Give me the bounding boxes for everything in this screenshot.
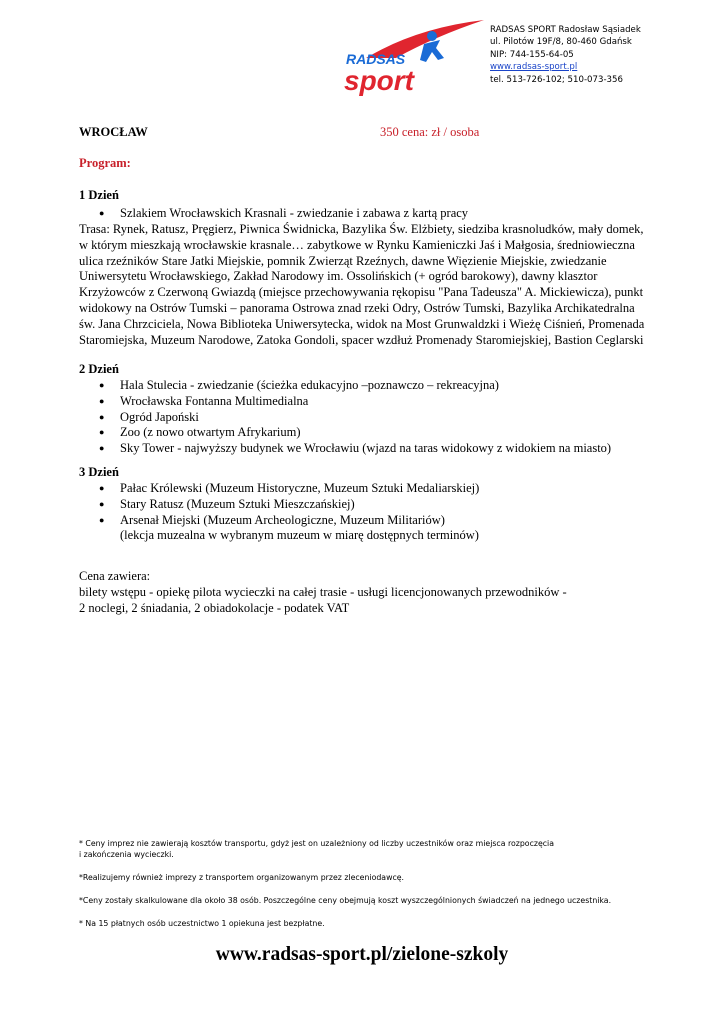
- footnote: *Realizujemy również imprezy z transportem organizowanym przez zleceniodawcę.: [79, 873, 405, 882]
- price: 350 cena: zł / osoba: [380, 125, 480, 139]
- page-title: WROCŁAW: [79, 125, 148, 139]
- list-item: ● Stary Ratusz (Muzeum Sztuki Mieszczańskiej): [79, 497, 479, 513]
- day3-label: 3 Dzień: [79, 465, 119, 479]
- company-phone: tel. 513-726-102; 510-073-356: [490, 74, 623, 85]
- company-nip: NIP: 744-155-64-05: [490, 49, 574, 60]
- program-label: Program:: [79, 156, 131, 170]
- list-item: ● Hala Stulecia - zwiedzanie (ścieżka edukacyjno –poznawczo – rekreacyjna): [79, 378, 611, 394]
- list-item: ● Sky Tower - najwyższy budynek we Wrocławiu (wjazd na taras widokowy z widokiem na miasto): [79, 441, 611, 457]
- svg-text:RADSAS: RADSAS: [346, 51, 406, 67]
- price-includes-label: Cena zawiera:: [79, 569, 151, 583]
- footnote: * Ceny imprez nie zawierają kosztów transportu, gdyż jest on uzależniony od liczby uczestników oraz miejsca rozpoczęcia i zakończenia wycieczki.: [79, 839, 554, 859]
- bottom-website: www.radsas-sport.pl/zielone-szkoly: [215, 944, 509, 965]
- list-item: ● Pałac Królewski (Muzeum Historyczne, Muzeum Sztuki Medaliarskiej): [79, 481, 479, 497]
- list-item: ● Ogród Japoński: [79, 410, 611, 426]
- company-info: [490, 24, 641, 86]
- company-website-link[interactable]: www.radsas-sport.pl: [490, 62, 578, 73]
- list-item: ● Szlakiem Wrocławskich Krasnali - zwiedzanie i zabawa z kartą pracy: [79, 206, 468, 222]
- day1-label: 1 Dzień: [79, 188, 119, 202]
- footnote: *Ceny zostały skalkulowane dla około 38 osób. Poszczególne ceny obejmują koszt wyszczególnionych świadczeń na jednego uczestnika.: [79, 896, 612, 905]
- day2-label: 2 Dzień: [79, 362, 119, 376]
- svg-text:sport: sport: [344, 65, 414, 96]
- company-address: ul. Pilotów 19F/8, 80-460 Gdańsk: [490, 37, 632, 48]
- day3-list: [79, 481, 479, 544]
- day2-list: [79, 378, 611, 457]
- day1-list: [79, 206, 468, 222]
- list-item: ● Zoo (z nowo otwartym Afrykarium): [79, 425, 611, 441]
- list-item: ● Wrocławska Fontanna Multimedialna: [79, 394, 611, 410]
- price-includes: Cena zawiera: bilety wstępu - opiekę pilota wycieczki na całej trasie - usługi licencjonowanych przewodników - 2 noclegi, 2 śniadania, 2 obiadokolacje - podatek VAT: [79, 569, 639, 616]
- list-item: ● Arsenał Miejski (Muzeum Archeologiczne, Muzeum Militariów) (lekcja muzealna w wybranym muzeum w miarę dostępnych terminów): [79, 513, 479, 545]
- company-logo: [336, 18, 486, 96]
- footnote: * Na 15 płatnych osób uczestnictwo 1 opiekuna jest bezpłatne.: [79, 919, 325, 928]
- company-name: RADSAS SPORT Radosław Sąsiadek: [490, 25, 641, 35]
- footnotes: [79, 838, 659, 941]
- day1-route: Trasa: Rynek, Ratusz, Pręgierz, Piwnica Świdnicka, Bazylika Św. Elżbiety, siedziba krasnoludków, mały domek, w którym mieszkają wrocławskie krasnale… zabytkowe w Rynku Kamieniczki Jaś i Małgosia, średniowieczna ulica rzeźników Stare Jatki Miejskie, pomnik Zwierząt Rzeźnych, dawne Więzienie Miejskie, zwiedzanie Uniwersytetu Wrocławskiego, Zakład Narodowy im. Ossolińskich (+ ogród barokowy), dawny klasztor Krzyżowców z Czerwoną Gwiazdą (miejsce przechowywania rękopisu "Pana Tadeusza" A. Mickiewicza), punkt widokowy na Ostrów Tumski – panorama Ostrowa znad rzeki Odry, Ostrów Tumski, Bazylika Archikatedralna św. Jana Chrzciciela, Nowa Biblioteka Uniwersytecka, widok na Most Grunwaldzki i Wieżę Ciśnień, Promenada Staromiejska, Muzeum Narodowe, Zatoka Gondoli, spacer wzdłuż Promenady Staromiejskiej, Bastion Ceglarski: [79, 222, 645, 347]
